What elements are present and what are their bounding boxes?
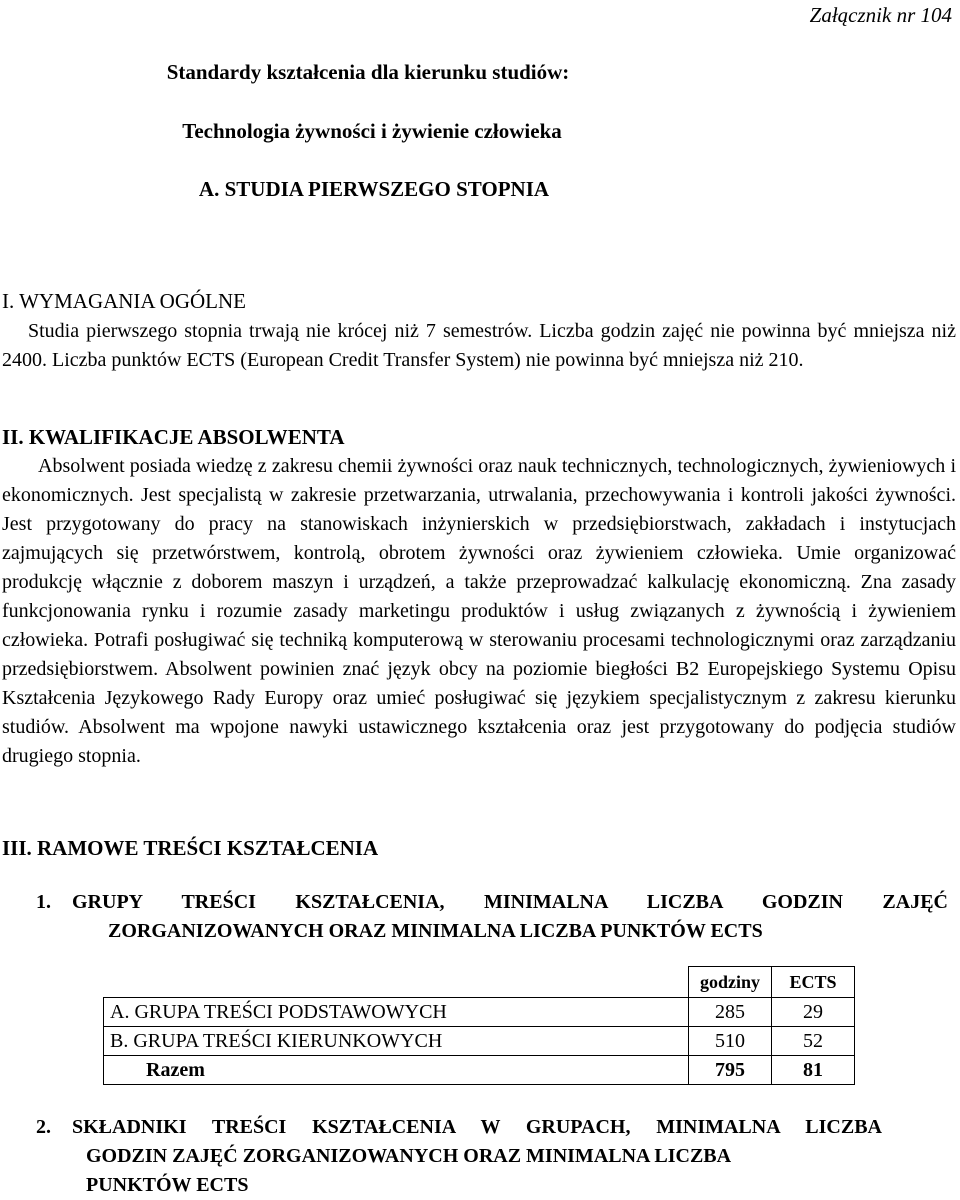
group-hours: 285 <box>689 998 772 1027</box>
section-framework-contents-heading: III. RAMOWE TREŚCI KSZTAŁCENIA <box>2 836 379 860</box>
group-ects: 29 <box>772 998 855 1027</box>
table-total-row <box>104 1056 855 1085</box>
content-groups-table <box>103 966 855 1085</box>
table-header-ects: ECTS <box>772 967 855 998</box>
table-row <box>104 1027 855 1056</box>
field-of-study-title: Technologia żywności i żywienie człowieka <box>182 119 562 143</box>
subsection-heading-line2: ZORGANIZOWANYCH ORAZ MINIMALNA LICZBA PUNKTÓW ECTS <box>108 920 763 942</box>
subsection-number: 1. <box>36 891 51 913</box>
subsection-content-groups-heading <box>36 888 948 946</box>
document-title: Standardy kształcenia dla kierunku studiów: <box>166 60 570 84</box>
group-ects: 52 <box>772 1027 855 1056</box>
total-ects: 81 <box>772 1056 855 1085</box>
group-name: A. GRUPA TREŚCI PODSTAWOWYCH <box>104 998 689 1027</box>
section-qualifications-text: Absolwent posiada wiedzę z zakresu chemii żywności oraz nauk technicznych, technologicznych, żywieniowych i ekonomicznych. Jest specjalistą w zakresie przetwarzania, utrwalania, przechowywania i kontroli jakości żywności. Jest przygotowany do pracy na stanowiskach inżynierskich w przedsiębiorstwach, zakładach i instytucjach zajmujących się przetwórstwem, kontrolą, obrotem żywności oraz żywieniem człowieka. Umie organizować produkcję włącznie z doborem maszyn i urządzeń, a także przeprowadzać kalkulację ekonomiczną. Zna zasady funkcjonowania rynku i rozumie zasady marketingu produktów i usług związanych z żywnością i żywieniem człowieka. Potrafi posługiwać się techniką komputerową w sterowaniu procesami technologicznymi oraz zarządzaniu przedsiębiorstwem. Absolwent powinien znać język obcy na poziomie biegłości B2 Europejskiego Systemu Opisu Kształcenia Językowego Rady Europy oraz umieć posługiwać się językiem specjalistycznym z zakresu kierunku studiów. Absolwent ma wpojone nawyki ustawicznego kształcenia oraz jest przygotowany do podjęcia studiów drugiego stopnia. <box>2 455 956 767</box>
total-label: Razem <box>104 1056 689 1085</box>
subsection-heading-line1: GRUPY TREŚCI KSZTAŁCENIA, MINIMALNA LICZBA GODZIN ZAJĘĆ <box>72 891 948 913</box>
table-header-row <box>104 967 855 998</box>
subsection-content-components-heading <box>36 1113 936 1200</box>
table-row <box>104 998 855 1027</box>
subsection-number: 2. <box>36 1116 51 1138</box>
section-qualifications-heading: II. KWALIFIKACJE ABSOLWENTA <box>2 425 345 449</box>
subsection-heading-line1: SKŁADNIKI TREŚCI KSZTAŁCENIA W GRUPACH, MINIMALNA LICZBA <box>72 1116 882 1138</box>
table-header-blank <box>104 967 689 998</box>
section-general-requirements-text: Studia pierwszego stopnia trwają nie krócej niż 7 semestrów. Liczba godzin zajęć nie powinna być mniejsza niż 2400. Liczba punktów ECTS (European Credit Transfer System) nie powinna być mniejsza niż 210. <box>2 320 956 371</box>
group-hours: 510 <box>689 1027 772 1056</box>
group-name: B. GRUPA TREŚCI KIERUNKOWYCH <box>104 1027 689 1056</box>
annex-number: Załącznik nr 104 <box>809 3 952 27</box>
total-hours: 795 <box>689 1056 772 1085</box>
degree-level-title: A. STUDIA PIERWSZEGO STOPNIA <box>198 177 550 201</box>
section-general-requirements-heading: I. WYMAGANIA OGÓLNE <box>2 289 247 313</box>
subsection-heading-line3: PUNKTÓW ECTS <box>86 1174 249 1196</box>
subsection-heading-line2: GODZIN ZAJĘĆ ZORGANIZOWANYCH ORAZ MINIMALNA LICZBA <box>86 1145 732 1167</box>
table-header-hours: godziny <box>689 967 772 998</box>
